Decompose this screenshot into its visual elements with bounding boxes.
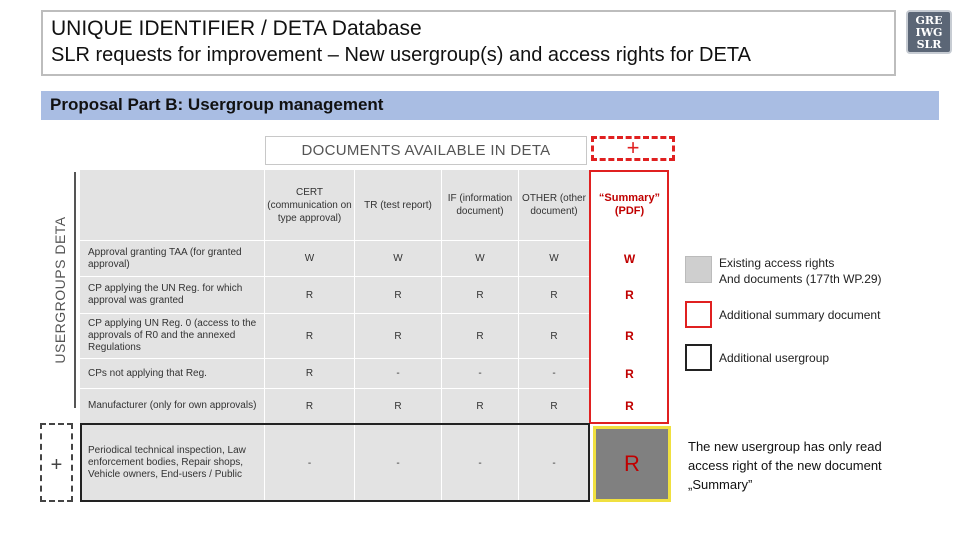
access-cell: W [441, 240, 518, 276]
access-cell: - [518, 423, 589, 502]
access-cell: R [589, 313, 669, 358]
access-cell: - [354, 423, 441, 502]
row-label: Periodical technical inspection, Law enforcement bodies, Repair shops, Vehicle owners, End-users / Public [80, 423, 264, 502]
header-box [41, 10, 896, 76]
access-cell: W [518, 240, 589, 276]
access-cell: R [354, 388, 441, 423]
access-cell: - [441, 358, 518, 388]
access-cell: - [441, 423, 518, 502]
logo-line-2: IWG [915, 26, 943, 39]
legend-existing-swatch [685, 256, 712, 283]
new-usergroup-row-frame [80, 423, 590, 502]
access-cell: R [589, 358, 669, 388]
access-cell: R [354, 276, 441, 313]
legend-additional: Additional summary document [719, 308, 881, 322]
legend-existing-line1: Existing access rights [719, 256, 835, 270]
access-cell: - [354, 358, 441, 388]
column-header: “Summary” (PDF) [589, 170, 669, 240]
summary-column-frame [589, 170, 669, 424]
row-label: Approval granting TAA (for granted approval) [80, 240, 264, 276]
access-cell: R [264, 358, 354, 388]
access-cell: R [441, 388, 518, 423]
column-header: OTHER (other document) [518, 170, 589, 240]
new-usergroup-summary-cell: R [593, 426, 671, 502]
access-cell: R [441, 313, 518, 358]
add-document-plus: + [591, 136, 675, 161]
access-cell: - [518, 358, 589, 388]
access-cell: R [518, 388, 589, 423]
legend-usergroup-swatch [685, 344, 712, 371]
column-header: IF (information document) [441, 170, 518, 240]
access-cell: W [354, 240, 441, 276]
access-cell: R [518, 313, 589, 358]
add-usergroup-plus: + [40, 423, 73, 502]
access-cell: R [264, 388, 354, 423]
note-text: The new usergroup has only read access right of the new document „Summary” [688, 439, 882, 492]
access-cell: R [264, 313, 354, 358]
column-header: TR (test report) [354, 170, 441, 240]
table-corner [80, 170, 264, 240]
logo-line-1: GRE [915, 14, 943, 27]
page-title: UNIQUE IDENTIFIER / DETA Database [51, 17, 422, 40]
row-label: CP applying UN Reg. 0 (access to the approvals of R0 and the annexed Regulations [80, 313, 264, 358]
access-cell: R [441, 276, 518, 313]
access-cell: R [518, 276, 589, 313]
legend-additional-swatch [685, 301, 712, 328]
row-label: Manufacturer (only for own approvals) [80, 388, 264, 423]
access-cell: R [589, 276, 669, 313]
usergroups-label-text: USERGROUPS DETA [52, 216, 68, 364]
legend-usergroup: Additional usergroup [719, 351, 830, 365]
legend-existing-line2: And documents (177th WP.29) [719, 272, 882, 286]
gre-iwg-slr-logo [906, 10, 952, 54]
column-header: CERT (communication on type approval) [264, 170, 354, 240]
row-label: CPs not applying that Reg. [80, 358, 264, 388]
legend-existing [719, 255, 882, 287]
section-title: Proposal Part B: Usergroup management [50, 95, 384, 114]
access-cell: R [354, 313, 441, 358]
usergroups-divider [74, 172, 76, 408]
access-cell: W [264, 240, 354, 276]
documents-header: DOCUMENTS AVAILABLE IN DETA [265, 136, 587, 165]
usergroups-axis-label [50, 170, 70, 410]
access-cell: - [264, 423, 354, 502]
access-cell: W [589, 240, 669, 276]
row-label: CP applying the UN Reg. for which approval was granted [80, 276, 264, 313]
page-subtitle: SLR requests for improvement – New usergroup(s) and access rights for DETA [51, 44, 751, 66]
access-cell: R [589, 388, 669, 423]
logo-line-3: SLR [916, 38, 942, 51]
access-cell: R [264, 276, 354, 313]
